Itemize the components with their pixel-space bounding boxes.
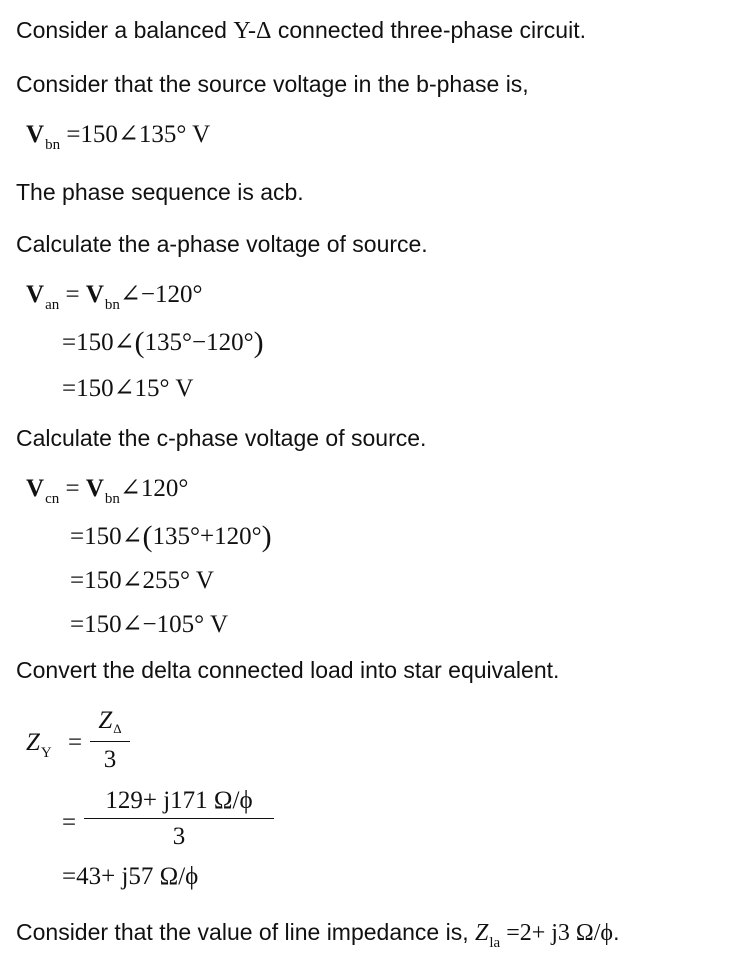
vcn-ref-symbol: V: [85, 475, 104, 502]
vcn-equals: =: [59, 475, 86, 502]
van-ref-symbol: V: [85, 281, 104, 308]
zy-result: =43+ j57 Ω/ϕ: [62, 863, 199, 890]
phase-sequence-text: The phase sequence is acb.: [16, 179, 304, 205]
vcn-step2-inner: 135°+120°: [152, 523, 262, 550]
vcn-equation-line4: =150∠−105° V: [70, 611, 228, 638]
zy-fraction-1-bar: [90, 741, 130, 742]
zy-lhs: [26, 728, 52, 761]
vcn-step2-pre: =150∠: [70, 523, 143, 550]
intro-text: [16, 16, 586, 45]
b-phase-statement: Consider that the source voltage in the b-phase is,: [16, 71, 529, 97]
zy-equals-2: =: [62, 809, 77, 836]
zla-expression: $Z_{la} =2+ j3$ Ω/ϕ: [475, 920, 614, 951]
vcn-subscript: cn: [45, 491, 60, 507]
intro-text-post: connected three-phase circuit.: [271, 17, 586, 43]
delta-star-heading: Convert the delta connected load into star equivalent.: [16, 657, 560, 683]
van-step2-inner: 135°−120°: [144, 329, 254, 356]
van-equation-line3: =150∠15° V: [62, 375, 194, 402]
vbn-subscript: bn: [45, 137, 61, 153]
van-equation-line1: [26, 280, 202, 313]
vcn-equation-line1: [26, 474, 188, 507]
zy-subscript: Y: [40, 745, 52, 761]
zy-equals-1: =: [68, 729, 83, 756]
a-phase-heading: Calculate the a-phase voltage of source.: [16, 231, 428, 257]
vbn-equation: [26, 120, 210, 153]
vcn-symbol: V: [26, 475, 45, 502]
line-impedance-end: .: [613, 919, 620, 945]
line-impedance-text: [16, 918, 619, 950]
zy-fraction-1-denominator: 3: [103, 746, 117, 773]
zy-fraction-1-numerator: $Z_\Delta$: [98, 707, 122, 736]
zy-fraction-1: [90, 706, 130, 775]
line-impedance-pre: Consider that the value of line impedance is,: [16, 919, 475, 945]
vcn-ref-angle: ∠120°: [119, 475, 189, 502]
vbn-value: =150∠135° V: [66, 121, 211, 148]
van-equals: =: [59, 281, 86, 308]
intro-text-pre: Consider a balanced: [16, 17, 234, 43]
vcn-ref-subscript: bn: [104, 491, 120, 507]
zy-fraction-2-numerator: 129+ j171 Ω/ϕ: [105, 787, 253, 814]
van-equation-line2: =150∠(135°−120°): [62, 326, 264, 359]
y-delta-symbol: Y-Δ: [233, 18, 272, 44]
van-ref-subscript: bn: [104, 297, 120, 313]
van-subscript: an: [45, 297, 60, 313]
zy-fraction-2-denominator: 3: [172, 823, 186, 850]
vcn-equation-line3: =150∠255° V: [70, 567, 214, 594]
van-symbol: V: [26, 281, 45, 308]
van-step2-pre: =150∠: [62, 329, 135, 356]
zy-fraction-2-bar: [84, 818, 274, 819]
zy-symbol: Z: [26, 729, 40, 756]
zy-fraction-2: [84, 786, 274, 852]
vbn-symbol: V: [26, 121, 45, 148]
vcn-equation-line2: =150∠(135°+120°): [70, 520, 272, 553]
van-ref-angle: ∠−120°: [119, 281, 203, 308]
c-phase-heading: Calculate the c-phase voltage of source.: [16, 425, 427, 451]
